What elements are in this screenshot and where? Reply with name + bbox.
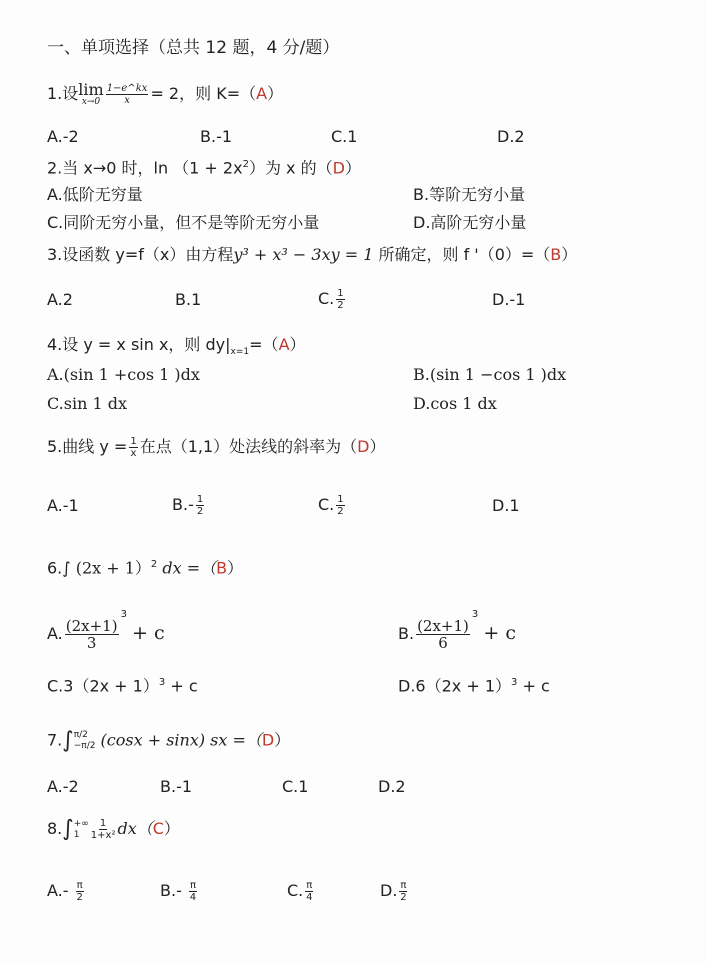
fraction (336, 494, 344, 517)
q7-answer: D (261, 730, 275, 750)
option-label: C. (287, 881, 304, 900)
option-label: A. (47, 624, 63, 643)
paren: ） (267, 84, 284, 103)
denominator: 3 (86, 634, 97, 652)
q1-answer: A (256, 84, 268, 103)
option-label: C. (318, 289, 335, 308)
lower-bound: 1 (73, 829, 80, 840)
numerator: 1 (130, 436, 137, 447)
paren: ） (289, 335, 306, 354)
fraction (416, 618, 470, 652)
option (172, 494, 206, 517)
numerator: 1 (196, 494, 204, 505)
question-8 (47, 818, 180, 841)
option (380, 880, 409, 903)
option: B.-1 (160, 777, 193, 796)
question-4 (47, 337, 306, 357)
sup: 3 (158, 677, 166, 688)
q7-prefix: 7. (47, 730, 63, 750)
q4-answer: A (278, 335, 290, 354)
paren: ） (274, 730, 291, 750)
lower-bound: −π/2 (73, 741, 96, 751)
q2-answer: D (332, 158, 345, 178)
q3-equation: y³ + x³ − 3xy = 1 (233, 245, 374, 264)
paren: ） (163, 819, 180, 838)
q8-answer: C (152, 819, 164, 838)
option-label: C. (318, 495, 335, 514)
numerator: 1 (99, 818, 107, 829)
q5-prefix: 5.曲线 y = (47, 437, 128, 456)
numerator: π (76, 880, 83, 891)
q4-mid: =（ (249, 335, 279, 354)
sup: 3 (471, 609, 479, 620)
integral-sign: ∫ (62, 816, 74, 842)
option (287, 880, 315, 903)
option: C.同阶无穷小量，但不是等阶无穷小量 (47, 213, 320, 232)
q4-prefix: 4.设 y = x sin x，则 dy| (47, 335, 231, 354)
q6-answer: B (216, 558, 228, 578)
option (398, 678, 550, 694)
denominator: 2 (337, 300, 344, 311)
option (47, 678, 198, 694)
numerator: (2x+1) (65, 616, 118, 635)
q5-answer: D (357, 437, 370, 456)
sup: 2 (150, 559, 158, 570)
denominator: 4 (189, 892, 197, 903)
option-label: A.- (47, 881, 69, 900)
tail: + c (170, 676, 198, 696)
fraction (196, 494, 204, 517)
paren: ） (227, 558, 244, 578)
option: D.1 (492, 496, 520, 515)
q8-dx: dx（ (117, 819, 153, 838)
option: A.2 (47, 290, 73, 309)
fraction (76, 880, 84, 903)
q2-prefix: 2.当 x→0 时，ln （1 + 2x (47, 158, 243, 178)
denominator: 2 (76, 892, 83, 903)
option (318, 494, 347, 517)
option: D.cos 1 dx (413, 394, 497, 413)
section-title: 一、单项选择（总共 12 题，4 分/题） (47, 38, 340, 58)
option (47, 610, 165, 652)
lim-label: lim (78, 80, 104, 99)
lim-sub: x→0 (81, 97, 101, 107)
numerator: 1−e^kx (106, 83, 148, 94)
sup: 3 (511, 677, 518, 688)
paren: ） (561, 245, 578, 264)
option: D.-1 (492, 290, 526, 309)
tail: + c (132, 622, 165, 644)
paren: ） (369, 437, 386, 456)
option (318, 288, 347, 311)
option-label: B. (398, 624, 415, 643)
option: A.-2 (47, 127, 79, 146)
question-7 (47, 730, 290, 752)
numerator: 1 (337, 494, 344, 505)
q8-prefix: 8. (47, 819, 63, 838)
q1-limit (78, 82, 103, 107)
denominator: 2 (337, 506, 344, 517)
q3-mid: 所确定，则 f '（0）=（ (378, 245, 551, 264)
option-label: B.- (172, 495, 194, 514)
paren: ） (344, 158, 361, 178)
tail: + c (483, 622, 516, 644)
sup: 3 (120, 609, 127, 620)
integral-sign: 6.∫ (47, 558, 71, 578)
numerator: π (189, 880, 196, 891)
fraction (91, 818, 116, 841)
option-label: D. (380, 881, 398, 900)
q6-dx: dx =（ (162, 558, 217, 578)
upper-bound: π/2 (73, 730, 88, 741)
q2-mid: ）为 x 的（ (248, 158, 333, 178)
question-1 (47, 82, 283, 107)
option: D.高阶无穷小量 (413, 213, 527, 232)
question-2 (47, 160, 361, 176)
option: B.-1 (200, 127, 233, 146)
question-5 (47, 436, 386, 459)
tail: + c (522, 676, 550, 696)
option: B.1 (175, 290, 202, 309)
option: A.低阶无穷量 (47, 185, 143, 204)
option: B.等阶无穷小量 (413, 185, 526, 204)
q3-prefix: 3.设函数 y=f（x）由方程 (47, 245, 234, 264)
option: A.-2 (47, 777, 79, 796)
integral-bounds (74, 730, 96, 752)
q3-answer: B (550, 245, 562, 264)
denominator: 2 (400, 892, 407, 903)
sup: 2 (242, 159, 249, 170)
option (47, 880, 86, 903)
sub: x=1 (230, 347, 250, 358)
option (398, 610, 516, 652)
option: B.(sin 1 −cos 1 )dx (413, 365, 567, 384)
q1-eq: = 2，则 K=（ (150, 84, 257, 103)
integral-bounds (74, 819, 89, 841)
fraction (336, 288, 344, 311)
numerator: π (306, 880, 313, 891)
option-label: B.- (160, 881, 182, 900)
denominator: x (130, 448, 137, 459)
fraction (129, 436, 137, 459)
q1-prefix: 1.设 (47, 84, 79, 103)
question-6 (47, 560, 243, 576)
numerator: (2x+1) (417, 616, 469, 635)
q5-mid: 在点（1,1）处法线的斜率为（ (139, 437, 358, 456)
numerator: π (400, 880, 407, 891)
denominator: 1+x² (90, 830, 116, 841)
q6-expr: (2x + 1） (75, 558, 151, 578)
question-3 (47, 247, 577, 263)
denominator: 2 (196, 506, 204, 517)
option (160, 880, 199, 903)
numerator: 1 (337, 288, 344, 299)
option-label: D.6（2x + 1） (398, 676, 511, 696)
denominator: x (124, 95, 130, 106)
fraction (305, 880, 313, 903)
option: A.-1 (47, 496, 79, 515)
option: C.1 (331, 127, 358, 146)
fraction (189, 880, 197, 903)
integral-sign: ∫ (62, 728, 74, 753)
option: C.sin 1 dx (47, 394, 128, 413)
option: A.(sin 1 +cos 1 )dx (47, 365, 200, 384)
upper-bound: +∞ (73, 818, 89, 829)
q7-expr: (cosx + sinx) sx =（ (100, 730, 262, 750)
option-label: C.3（2x + 1） (47, 676, 159, 696)
option: C.1 (282, 777, 309, 796)
fraction (399, 880, 407, 903)
denominator: 4 (306, 892, 313, 903)
denominator: 6 (438, 634, 448, 652)
option: D.2 (497, 127, 525, 146)
q1-fraction (106, 83, 149, 106)
fraction (65, 618, 119, 652)
option: D.2 (378, 777, 406, 796)
